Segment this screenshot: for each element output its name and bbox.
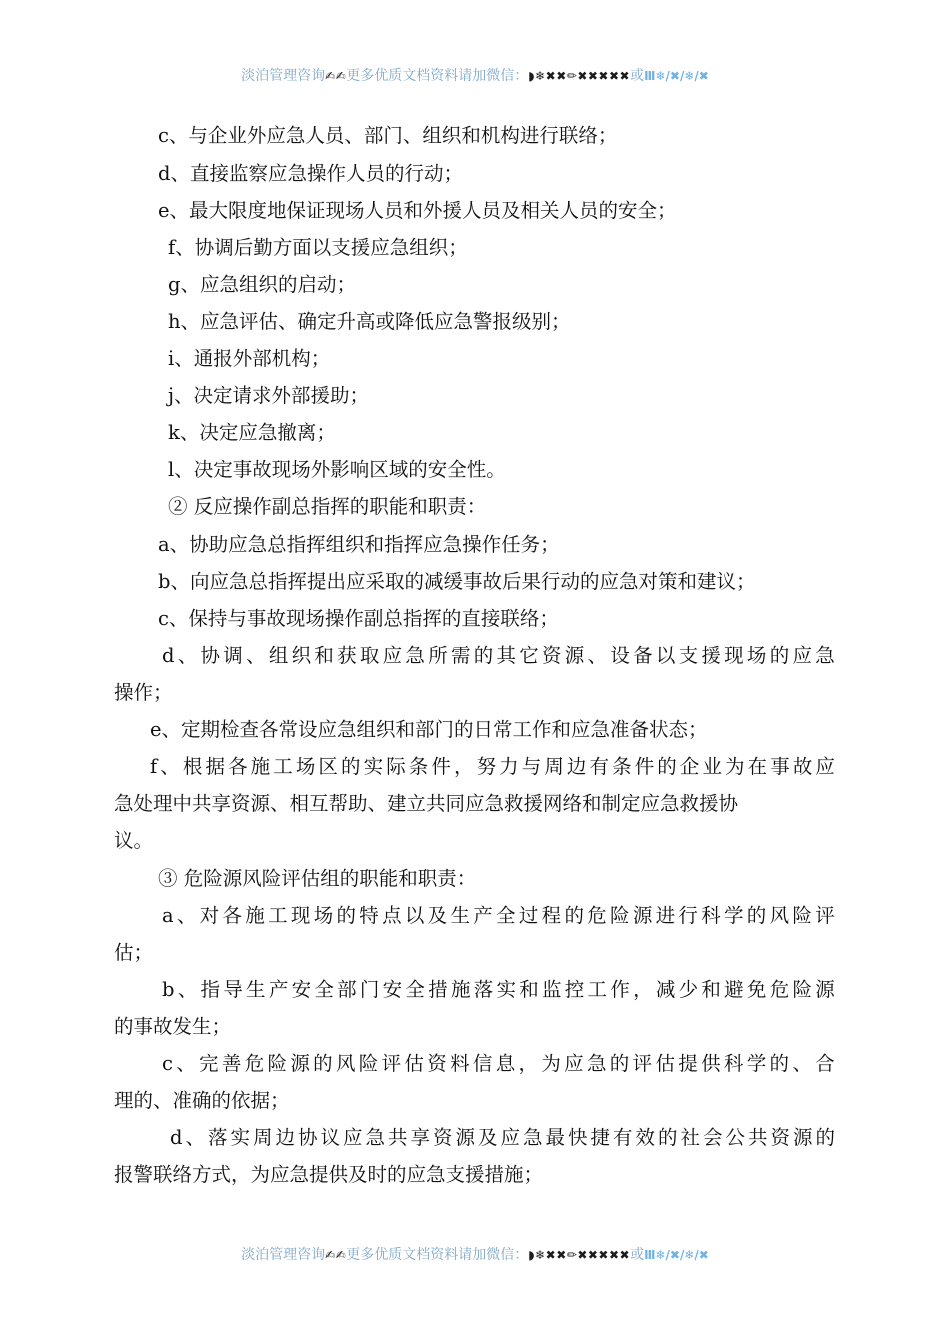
- section-heading: ③ 危险源风险评估组的职能和职责：: [158, 867, 477, 890]
- text-line: 报警联络方式，为应急提供及时的应急支援措施；: [114, 1163, 544, 1186]
- text-line: c、与企业外应急人员、部门、组织和机构进行联络；: [158, 124, 618, 147]
- text-line: k、决定应急撤离；: [168, 421, 336, 444]
- text-line: e、定期检查各常设应急组织和部门的日常工作和应急准备状态；: [150, 718, 708, 741]
- watermark-code: ✍✍: [325, 69, 347, 83]
- watermark-code: ◗❄✖✖✏✖✖✖✖✖: [528, 69, 631, 83]
- footer-watermark: [0, 1245, 950, 1265]
- text-line: f、协调后勤方面以支援应急组织；: [168, 236, 468, 259]
- text-line: d、落实周边协议应急共享资源及应急最快捷有效的社会公共资源的: [170, 1126, 838, 1149]
- watermark-text: 更多优质文档资料请加微信：: [346, 68, 529, 84]
- watermark-text: 淡泊管理咨询: [241, 68, 326, 84]
- text-line: 议。: [114, 829, 154, 852]
- text-line: 急处理中共享资源、相互帮助、建立共同应急救援网络和制定应急救援协: [114, 792, 739, 815]
- watermark-text: 或: [630, 68, 645, 84]
- watermark-code: Ⅲ❄/✖/❄/✖: [644, 1248, 709, 1262]
- watermark-code: ✍✍: [325, 1248, 347, 1262]
- text-line: 操作；: [114, 681, 173, 704]
- watermark-text: 淡泊管理咨询: [241, 1247, 326, 1263]
- watermark-text: 或: [630, 1247, 645, 1263]
- text-line: a、对各施工现场的特点以及生产全过程的危险源进行科学的风险评: [162, 904, 838, 927]
- header-watermark: [0, 66, 950, 86]
- text-line: e、最大限度地保证现场人员和外援人员及相关人员的安全；: [158, 199, 677, 222]
- text-line: h、应急评估、确定升高或降低应急警报级别；: [168, 310, 571, 333]
- watermark-code: Ⅲ❄/✖/❄/✖: [644, 69, 709, 83]
- text-line: f、根据各施工场区的实际条件，努力与周边有条件的企业为在事故应: [150, 755, 838, 778]
- text-line: d、直接监察应急操作人员的行动；: [158, 162, 463, 185]
- text-line: 的事故发生；: [114, 1015, 232, 1038]
- section-heading: ② 反应操作副总指挥的职能和职责：: [168, 495, 487, 518]
- text-line: b、指导生产安全部门安全措施落实和监控工作，减少和避免危险源: [162, 978, 838, 1001]
- text-line: b、向应急总指挥提出应采取的减缓事故后果行动的应急对策和建议；: [158, 570, 756, 593]
- text-line: c、保持与事故现场操作副总指挥的直接联络；: [158, 607, 559, 630]
- text-line: c、完善危险源的风险评估资料信息，为应急的评估提供科学的、合: [162, 1052, 838, 1075]
- text-line: g、应急组织的启动；: [168, 273, 356, 296]
- text-line: a、协助应急总指挥组织和指挥应急操作任务；: [158, 533, 560, 556]
- watermark-text: 更多优质文档资料请加微信：: [346, 1247, 529, 1263]
- text-line: d、协调、组织和获取应急所需的其它资源、设备以支援现场的应急: [162, 644, 838, 667]
- text-line: 估；: [114, 941, 154, 964]
- text-line: l、决定事故现场外影响区域的安全性。: [168, 458, 506, 481]
- text-line: j、决定请求外部援助；: [168, 384, 370, 407]
- watermark-code: ◗❄✖✖✏✖✖✖✖✖: [528, 1248, 631, 1262]
- text-line: 理的、准确的依据；: [114, 1089, 290, 1112]
- text-line: i、通报外部机构；: [168, 347, 331, 370]
